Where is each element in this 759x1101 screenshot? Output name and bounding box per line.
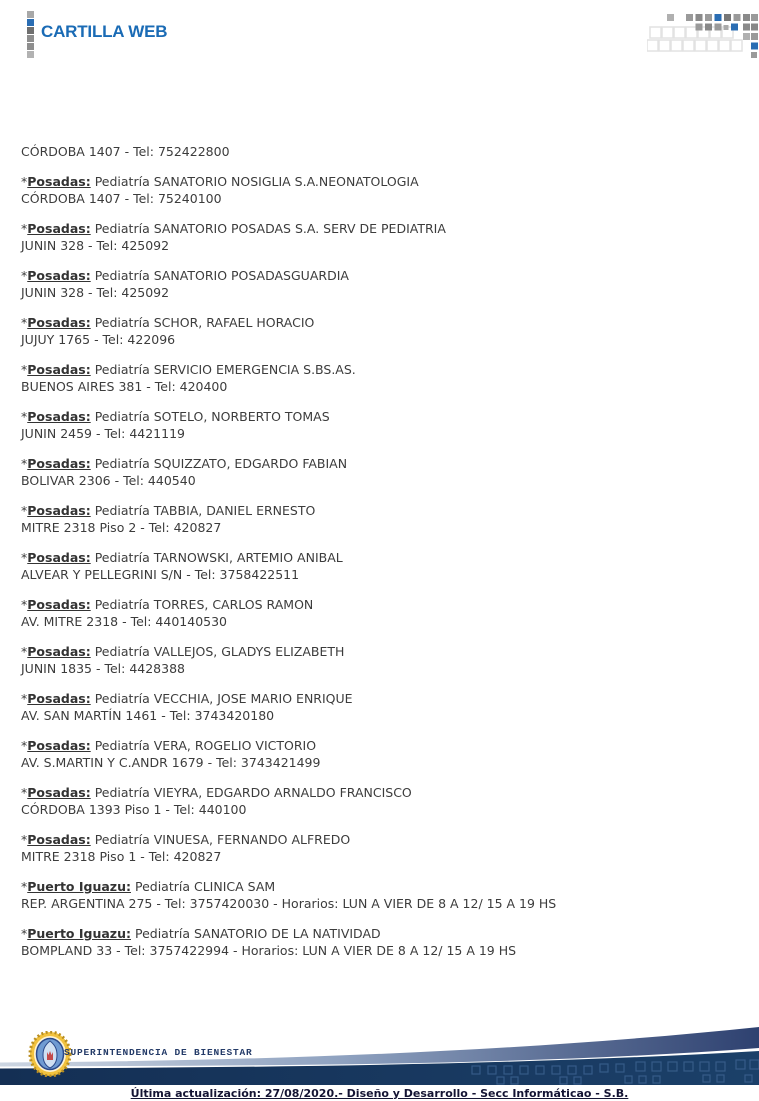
entry-location-label: Posadas: bbox=[27, 738, 91, 753]
entry-location-label: Posadas: bbox=[27, 644, 91, 659]
entry-address-phone: JUNIN 328 - Tel: 425092 bbox=[21, 238, 170, 253]
entry-location-label: Posadas: bbox=[27, 268, 91, 283]
entry-bullet: * bbox=[21, 503, 28, 518]
entry-bullet: * bbox=[21, 597, 28, 612]
entry-provider-name: Pediatría SANATORIO DE LA NATIVIDAD bbox=[134, 926, 381, 941]
directory-entry bbox=[21, 925, 738, 959]
entry-address-phone: CÓRDOBA 1393 Piso 1 - Tel: 440100 bbox=[21, 802, 247, 817]
entry-bullet: * bbox=[21, 644, 28, 659]
entry-bullet: * bbox=[21, 879, 28, 894]
entry-location-label: Posadas: bbox=[27, 785, 91, 800]
entry-location-label: Posadas: bbox=[27, 221, 91, 236]
directory-entry bbox=[21, 408, 738, 442]
entry-address-phone: JUNIN 1835 - Tel: 4428388 bbox=[21, 661, 185, 676]
entry-location-label: Posadas: bbox=[27, 456, 91, 471]
entry-provider-name: Pediatría VIEYRA, EDGARDO ARNALDO FRANCISCO bbox=[94, 785, 412, 800]
entry-address-phone: MITRE 2318 Piso 1 - Tel: 420827 bbox=[21, 849, 222, 864]
entry-address-phone: AV. SAN MARTÍN 1461 - Tel: 3743420180 bbox=[21, 708, 275, 723]
logo-squares-icon bbox=[27, 11, 35, 59]
entry-address-phone: CÓRDOBA 1407 - Tel: 752422800 bbox=[21, 144, 230, 159]
directory-entry bbox=[21, 173, 738, 207]
entry-bullet: * bbox=[21, 456, 28, 471]
entry-provider-name: Pediatría VERA, ROGELIO VICTORIO bbox=[94, 738, 317, 753]
entry-address-phone: ALVEAR Y PELLEGRINI S/N - Tel: 3758422511 bbox=[21, 567, 300, 582]
page-title: CARTILLA WEB bbox=[41, 22, 168, 41]
directory-entry bbox=[21, 143, 738, 160]
entry-provider-name: Pediatría VINUESA, FERNANDO ALFREDO bbox=[94, 832, 351, 847]
directory-entry bbox=[21, 737, 738, 771]
directory-entry bbox=[21, 361, 738, 395]
entry-location-label: Puerto Iguazu: bbox=[27, 926, 131, 941]
directory-entry bbox=[21, 690, 738, 724]
entry-location-label: Posadas: bbox=[27, 174, 91, 189]
entry-provider-name: Pediatría TARNOWSKI, ARTEMIO ANIBAL bbox=[94, 550, 343, 565]
entry-provider-name: Pediatría SCHOR, RAFAEL HORACIO bbox=[94, 315, 315, 330]
entry-bullet: * bbox=[21, 738, 28, 753]
entry-provider-name: Pediatría TORRES, CARLOS RAMON bbox=[94, 597, 314, 612]
entry-bullet: * bbox=[21, 691, 28, 706]
entry-address-phone: JUJUY 1765 - Tel: 422096 bbox=[21, 332, 176, 347]
directory-entry bbox=[21, 502, 738, 536]
entry-location-label: Posadas: bbox=[27, 503, 91, 518]
entry-address-phone: AV. MITRE 2318 - Tel: 440140530 bbox=[21, 614, 228, 629]
entry-bullet: * bbox=[21, 268, 28, 283]
entry-address-phone: AV. S.MARTIN Y C.ANDR 1679 - Tel: 3743421499 bbox=[21, 755, 321, 770]
entry-address-phone: JUNIN 328 - Tel: 425092 bbox=[21, 285, 170, 300]
entry-bullet: * bbox=[21, 409, 28, 424]
directory-entry bbox=[21, 267, 738, 301]
entry-address-phone: REP. ARGENTINA 275 - Tel: 3757420030 - Horarios: LUN A VIER DE 8 A 12/ 15 A 19 HS bbox=[21, 896, 557, 911]
entry-location-label: Posadas: bbox=[27, 315, 91, 330]
directory-entry bbox=[21, 455, 738, 489]
entry-provider-name: Pediatría SOTELO, NORBERTO TOMAS bbox=[94, 409, 330, 424]
entry-location-label: Posadas: bbox=[27, 362, 91, 377]
entry-provider-name: Pediatría SANATORIO POSADASGUARDIA bbox=[94, 268, 349, 283]
entry-provider-name: Pediatría SERVICIO EMERGENCIA S.BS.AS. bbox=[94, 362, 356, 377]
entry-location-label: Posadas: bbox=[27, 409, 91, 424]
entry-bullet: * bbox=[21, 174, 28, 189]
entry-location-label: Posadas: bbox=[27, 597, 91, 612]
entry-bullet: * bbox=[21, 832, 28, 847]
entry-provider-name: Pediatría CLINICA SAM bbox=[134, 879, 276, 894]
directory-entry bbox=[21, 878, 738, 912]
entry-address-phone: MITRE 2318 Piso 2 - Tel: 420827 bbox=[21, 520, 222, 535]
entry-address-phone: CÓRDOBA 1407 - Tel: 75240100 bbox=[21, 191, 222, 206]
entry-provider-name: Pediatría VECCHIA, JOSE MARIO ENRIQUE bbox=[94, 691, 353, 706]
entry-address-phone: JUNIN 2459 - Tel: 4421119 bbox=[21, 426, 185, 441]
footer-org-name: SUPERINTENDENCIA DE BIENESTAR bbox=[64, 1047, 253, 1058]
directory-entry bbox=[21, 314, 738, 348]
entry-location-label: Puerto Iguazu: bbox=[27, 879, 131, 894]
entry-address-phone: BOLIVAR 2306 - Tel: 440540 bbox=[21, 473, 196, 488]
entry-location-label: Posadas: bbox=[27, 832, 91, 847]
entry-bullet: * bbox=[21, 315, 28, 330]
directory-entry bbox=[21, 643, 738, 677]
entry-bullet: * bbox=[21, 785, 28, 800]
entry-bullet: * bbox=[21, 550, 28, 565]
entry-provider-name: Pediatría SQUIZZATO, EDGARDO FABIAN bbox=[94, 456, 348, 471]
directory-entry bbox=[21, 784, 738, 818]
entry-provider-name: Pediatría VALLEJOS, GLADYS ELIZABETH bbox=[94, 644, 345, 659]
directory-entry bbox=[21, 549, 738, 583]
entry-address-phone: BUENOS AIRES 381 - Tel: 420400 bbox=[21, 379, 228, 394]
directory-entry bbox=[21, 596, 738, 630]
provider-list bbox=[21, 143, 738, 972]
directory-entry bbox=[21, 220, 738, 254]
header-mosaic-icon bbox=[647, 8, 759, 60]
directory-entry bbox=[21, 831, 738, 865]
entry-bullet: * bbox=[21, 926, 28, 941]
header bbox=[0, 0, 759, 62]
entry-location-label: Posadas: bbox=[27, 691, 91, 706]
entry-provider-name: Pediatría SANATORIO POSADAS S.A. SERV DE PEDIATRIA bbox=[94, 221, 446, 236]
entry-provider-name: Pediatría SANATORIO NOSIGLIA S.A.NEONATOLOGIA bbox=[94, 174, 419, 189]
footer-update-note: Última actualización: 27/08/2020.- Diseño y Desarrollo - Secc Informáticao - S.B. bbox=[130, 1087, 629, 1100]
entry-location-label: Posadas: bbox=[27, 550, 91, 565]
entry-bullet: * bbox=[21, 221, 28, 236]
entry-provider-name: Pediatría TABBIA, DANIEL ERNESTO bbox=[94, 503, 316, 518]
entry-bullet: * bbox=[21, 362, 28, 377]
entry-address-phone: BOMPLAND 33 - Tel: 3757422994 - Horarios: LUN A VIER DE 8 A 12/ 15 A 19 HS bbox=[21, 943, 517, 958]
